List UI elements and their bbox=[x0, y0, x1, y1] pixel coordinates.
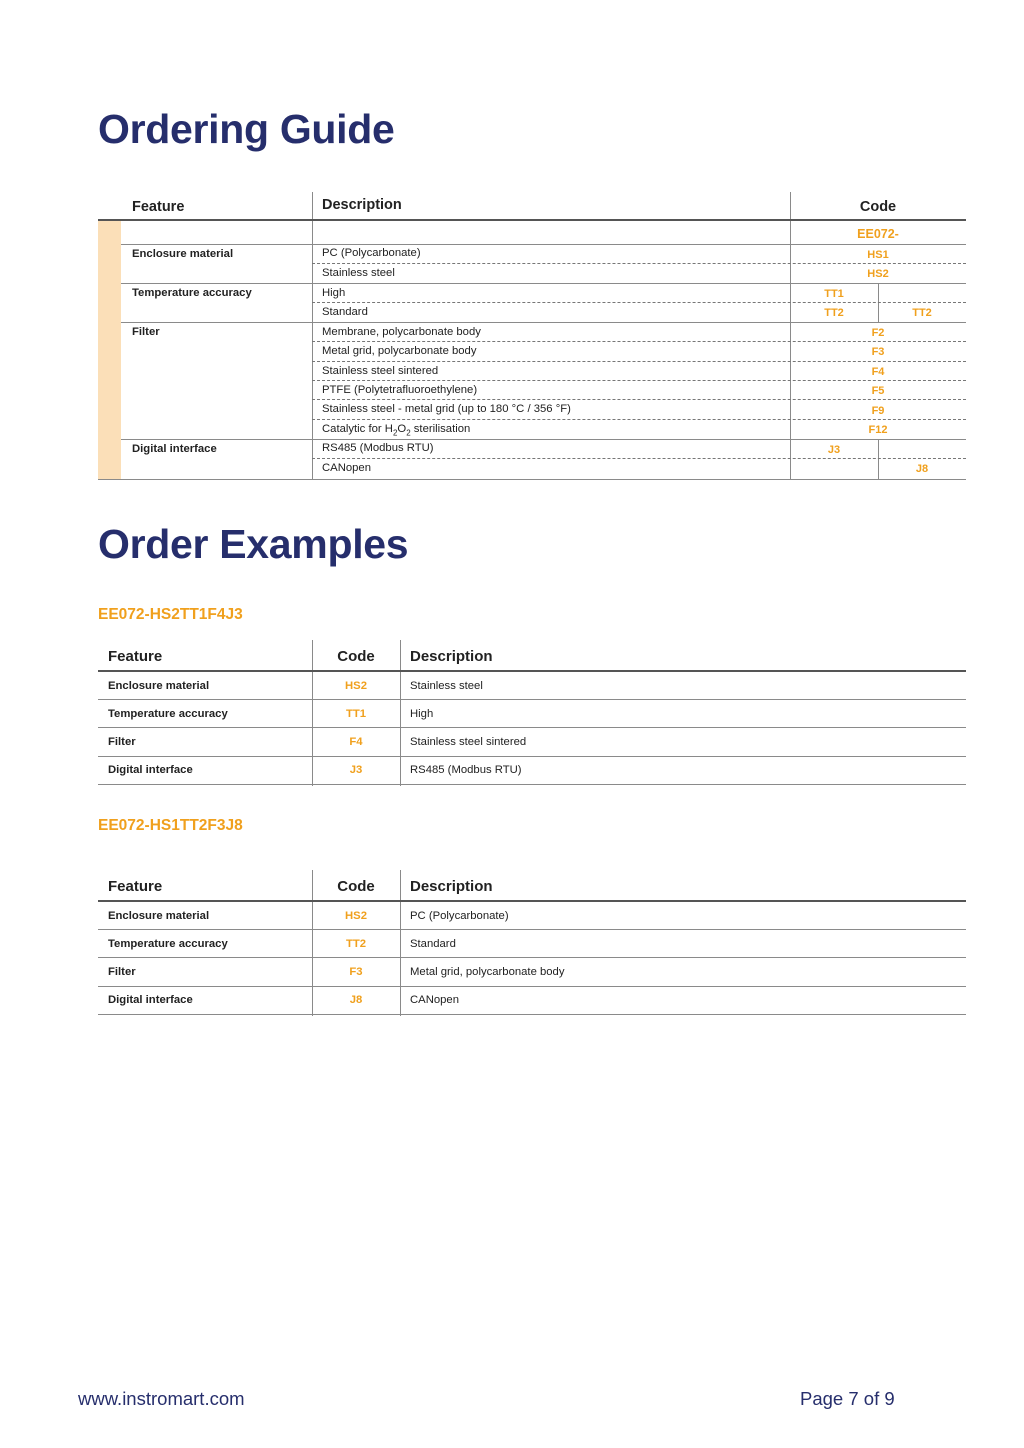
row-rule bbox=[312, 341, 966, 342]
desc-ss-sintered: Stainless steel sintered bbox=[322, 365, 439, 377]
example-code: EE072-HS2TT1F4J3 bbox=[98, 606, 243, 623]
code-f2: F2 bbox=[871, 327, 885, 339]
header-code: Code bbox=[337, 878, 375, 895]
header-description: Description bbox=[410, 648, 493, 665]
row-feature: Temperature accuracy bbox=[108, 708, 228, 720]
ordering-guide-table bbox=[98, 190, 966, 480]
header-rule bbox=[98, 900, 966, 902]
desc-catalytic-sub: 2 bbox=[406, 428, 411, 438]
ordering-guide-title: Ordering Guide bbox=[98, 106, 395, 152]
desc-pc: PC (Polycarbonate) bbox=[322, 247, 421, 259]
row-code: TT2 bbox=[345, 938, 367, 950]
code-hs2: HS2 bbox=[867, 268, 889, 280]
row-code: F3 bbox=[349, 966, 363, 978]
example-table bbox=[98, 640, 966, 786]
row-rule bbox=[312, 302, 966, 303]
row-code: F4 bbox=[349, 736, 363, 748]
column-divider bbox=[400, 640, 401, 786]
row-code: TT1 bbox=[345, 708, 367, 720]
desc-high: High bbox=[322, 287, 346, 299]
row-description: Stainless steel sintered bbox=[410, 736, 527, 748]
row-description: Stainless steel bbox=[410, 680, 483, 692]
desc-metal-grid: Metal grid, polycarbonate body bbox=[322, 345, 477, 357]
header-description: Description bbox=[322, 197, 402, 213]
row-feature: Temperature accuracy bbox=[108, 938, 228, 950]
row-rule bbox=[312, 361, 966, 362]
row-rule bbox=[98, 784, 966, 785]
footer-page-number: Page 7 of 9 bbox=[800, 1388, 895, 1409]
row-rule bbox=[312, 399, 966, 400]
feature-filter: Filter bbox=[132, 326, 160, 338]
row-code: HS2 bbox=[345, 910, 367, 922]
code-f5: F5 bbox=[871, 385, 885, 397]
row-rule bbox=[98, 756, 966, 757]
row-rule bbox=[98, 929, 966, 930]
row-rule bbox=[98, 957, 966, 958]
row-code: J8 bbox=[349, 994, 363, 1006]
code-f4: F4 bbox=[871, 366, 885, 378]
group-rule bbox=[121, 322, 966, 323]
desc-rs485: RS485 (Modbus RTU) bbox=[322, 442, 434, 454]
desc-membrane: Membrane, polycarbonate body bbox=[322, 326, 481, 338]
row-feature: Enclosure material bbox=[108, 910, 210, 922]
code-j3: J3 bbox=[827, 444, 841, 456]
desc-catalytic-part: O bbox=[397, 423, 407, 435]
code-f12: F12 bbox=[868, 424, 888, 436]
code-hs1: HS1 bbox=[867, 249, 889, 261]
row-feature: Digital interface bbox=[108, 764, 193, 776]
header-feature: Feature bbox=[108, 648, 163, 665]
example-code: EE072-HS1TT2F3J8 bbox=[98, 817, 243, 834]
column-divider bbox=[400, 870, 401, 1016]
row-feature: Enclosure material bbox=[108, 680, 210, 692]
row-rule bbox=[312, 263, 966, 264]
desc-ptfe: PTFE (Polytetrafluoroethylene) bbox=[322, 384, 478, 396]
row-rule bbox=[98, 727, 966, 728]
row-feature: Filter bbox=[108, 966, 136, 978]
table-bottom-rule bbox=[98, 479, 966, 480]
row-rule bbox=[98, 986, 966, 987]
row-description: Metal grid, polycarbonate body bbox=[410, 966, 565, 978]
code-f3: F3 bbox=[871, 346, 885, 358]
row-rule bbox=[312, 380, 966, 381]
row-code: HS2 bbox=[345, 680, 367, 692]
feature-temperature: Temperature accuracy bbox=[132, 287, 252, 299]
base-code: EE072- bbox=[857, 227, 899, 241]
code-j8: J8 bbox=[915, 463, 929, 475]
divider-feature-description bbox=[312, 192, 313, 480]
group-rule bbox=[121, 244, 966, 245]
group-rule bbox=[121, 439, 966, 440]
row-description: High bbox=[410, 708, 434, 720]
desc-ss-metal-grid: Stainless steel - metal grid (up to 180 °C / 356 °F) bbox=[322, 403, 571, 415]
desc-catalytic bbox=[322, 423, 470, 437]
code-tt1: TT1 bbox=[824, 288, 844, 300]
desc-canopen: CANopen bbox=[322, 462, 371, 474]
row-rule bbox=[98, 699, 966, 700]
row-description: Standard bbox=[410, 938, 456, 950]
footer-website-link[interactable]: www.instromart.com bbox=[78, 1388, 245, 1409]
code-tt2: TT2 bbox=[824, 307, 844, 319]
desc-catalytic-part: Catalytic for H bbox=[322, 423, 393, 435]
row-feature: Filter bbox=[108, 736, 136, 748]
header-feature: Feature bbox=[132, 199, 185, 215]
code-tt2-alt: TT2 bbox=[912, 307, 932, 319]
desc-catalytic-part: sterilisation bbox=[410, 423, 471, 435]
header-rule bbox=[98, 219, 966, 221]
row-feature: Digital interface bbox=[108, 994, 193, 1006]
header-feature: Feature bbox=[108, 878, 163, 895]
row-code: J3 bbox=[349, 764, 363, 776]
row-description: RS485 (Modbus RTU) bbox=[410, 764, 522, 776]
desc-catalytic-sub: 2 bbox=[392, 428, 398, 438]
header-code: Code bbox=[337, 648, 375, 665]
header-rule bbox=[98, 670, 966, 672]
feature-band bbox=[98, 221, 121, 479]
row-description: CANopen bbox=[410, 994, 459, 1006]
example-table bbox=[98, 870, 966, 1016]
row-description: PC (Polycarbonate) bbox=[410, 910, 509, 922]
order-examples-title: Order Examples bbox=[98, 521, 409, 567]
header-code: Code bbox=[859, 199, 897, 215]
row-rule bbox=[312, 458, 966, 459]
header-description: Description bbox=[410, 878, 493, 895]
desc-standard: Standard bbox=[322, 306, 368, 318]
group-rule bbox=[121, 283, 966, 284]
feature-interface: Digital interface bbox=[132, 443, 217, 455]
desc-stainless-steel: Stainless steel bbox=[322, 267, 395, 279]
row-rule bbox=[312, 419, 966, 420]
feature-enclosure: Enclosure material bbox=[132, 248, 234, 260]
row-rule bbox=[98, 1014, 966, 1015]
code-f9: F9 bbox=[871, 405, 885, 417]
